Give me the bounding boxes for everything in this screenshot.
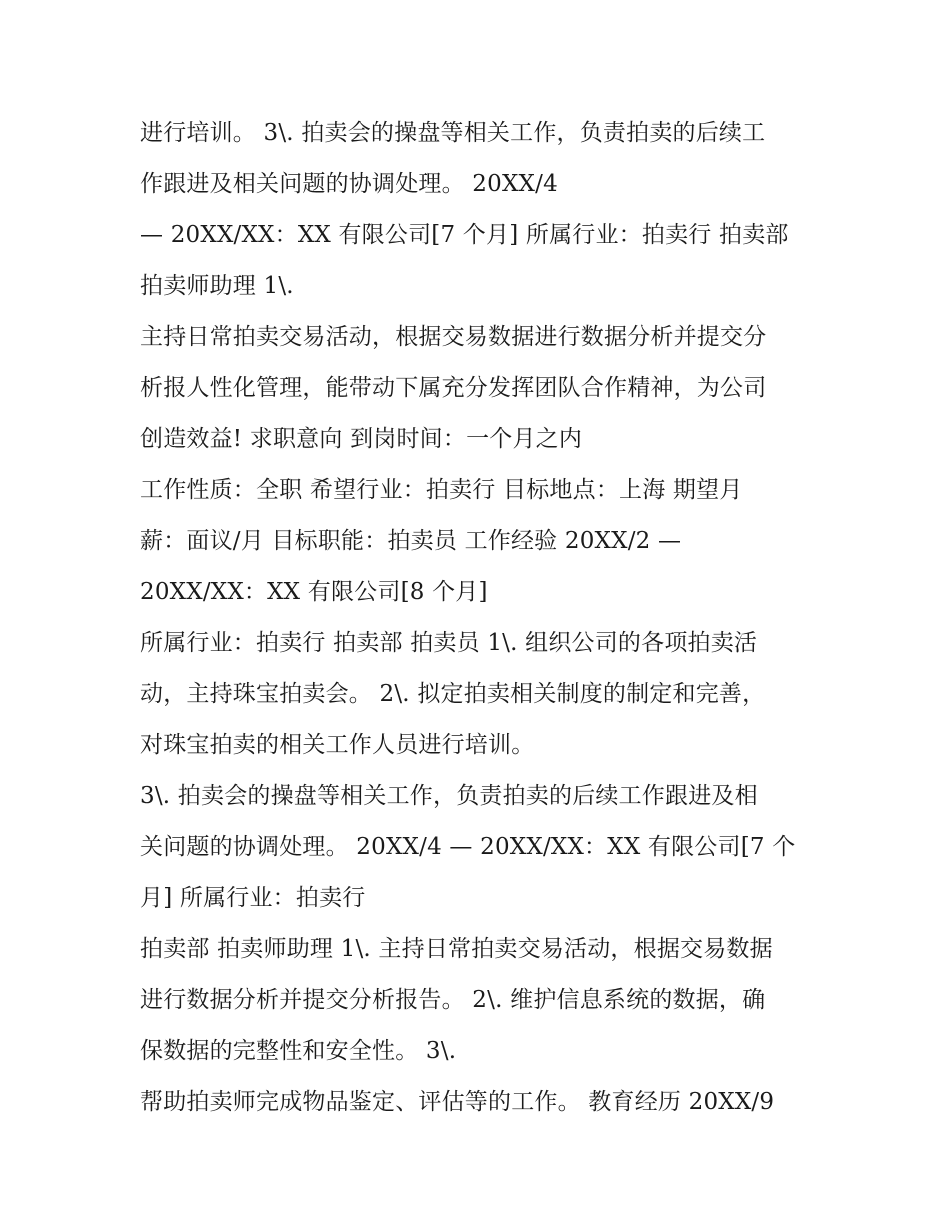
text-line: 20XX/XX：XX 有限公司[8 个月] xyxy=(140,579,488,605)
text-line: 进行培训。 3\. 拍卖会的操盘等相关工作，负责拍卖的后续工 xyxy=(140,120,766,146)
text-line: 创造效益! 求职意向 到岗时间：一个月之内 xyxy=(140,426,583,452)
text-line: 进行数据分析并提交分析报告。 2\. 维护信息系统的数据，确 xyxy=(140,987,766,1013)
document-body xyxy=(140,108,820,1128)
text-line: 拍卖部 拍卖师助理 1\. 主持日常拍卖交易活动，根据交易数据 xyxy=(140,936,773,962)
text-line: 主持日常拍卖交易活动，根据交易数据进行数据分析并提交分 xyxy=(140,324,767,350)
text-line: 拍卖师助理 1\. xyxy=(140,273,294,299)
text-line: 作跟进及相关问题的协调处理。 20XX/4 xyxy=(140,171,558,197)
text-line: 帮助拍卖师完成物品鉴定、评估等的工作。 教育经历 20XX/9 xyxy=(140,1089,775,1115)
text-line: 月] 所属行业：拍卖行 xyxy=(140,885,366,911)
text-line: 对珠宝拍卖的相关工作人员进行培训。 xyxy=(140,732,535,758)
text-line: 工作性质：全职 希望行业：拍卖行 目标地点：上海 期望月 xyxy=(140,477,743,503)
text-line: 3\. 拍卖会的操盘等相关工作，负责拍卖的后续工作跟进及相 xyxy=(140,783,758,809)
text-line: 动，主持珠宝拍卖会。 2\. 拟定拍卖相关制度的制定和完善， xyxy=(140,681,766,707)
text-line: 析报人性化管理，能带动下属充分发挥团队合作精神，为公司 xyxy=(140,375,767,401)
text-line: 关问题的协调处理。 20XX/4 — 20XX/XX：XX 有限公司[7 个 xyxy=(140,834,796,860)
text-line: 薪：面议/月 目标职能：拍卖员 工作经验 20XX/2 — xyxy=(140,528,682,554)
text-line: — 20XX/XX：XX 有限公司[7 个月] 所属行业：拍卖行 拍卖部 xyxy=(140,222,789,248)
text-line: 保数据的完整性和安全性。 3\. xyxy=(140,1038,457,1064)
text-line: 所属行业：拍卖行 拍卖部 拍卖员 1\. 组织公司的各项拍卖活 xyxy=(140,630,758,656)
